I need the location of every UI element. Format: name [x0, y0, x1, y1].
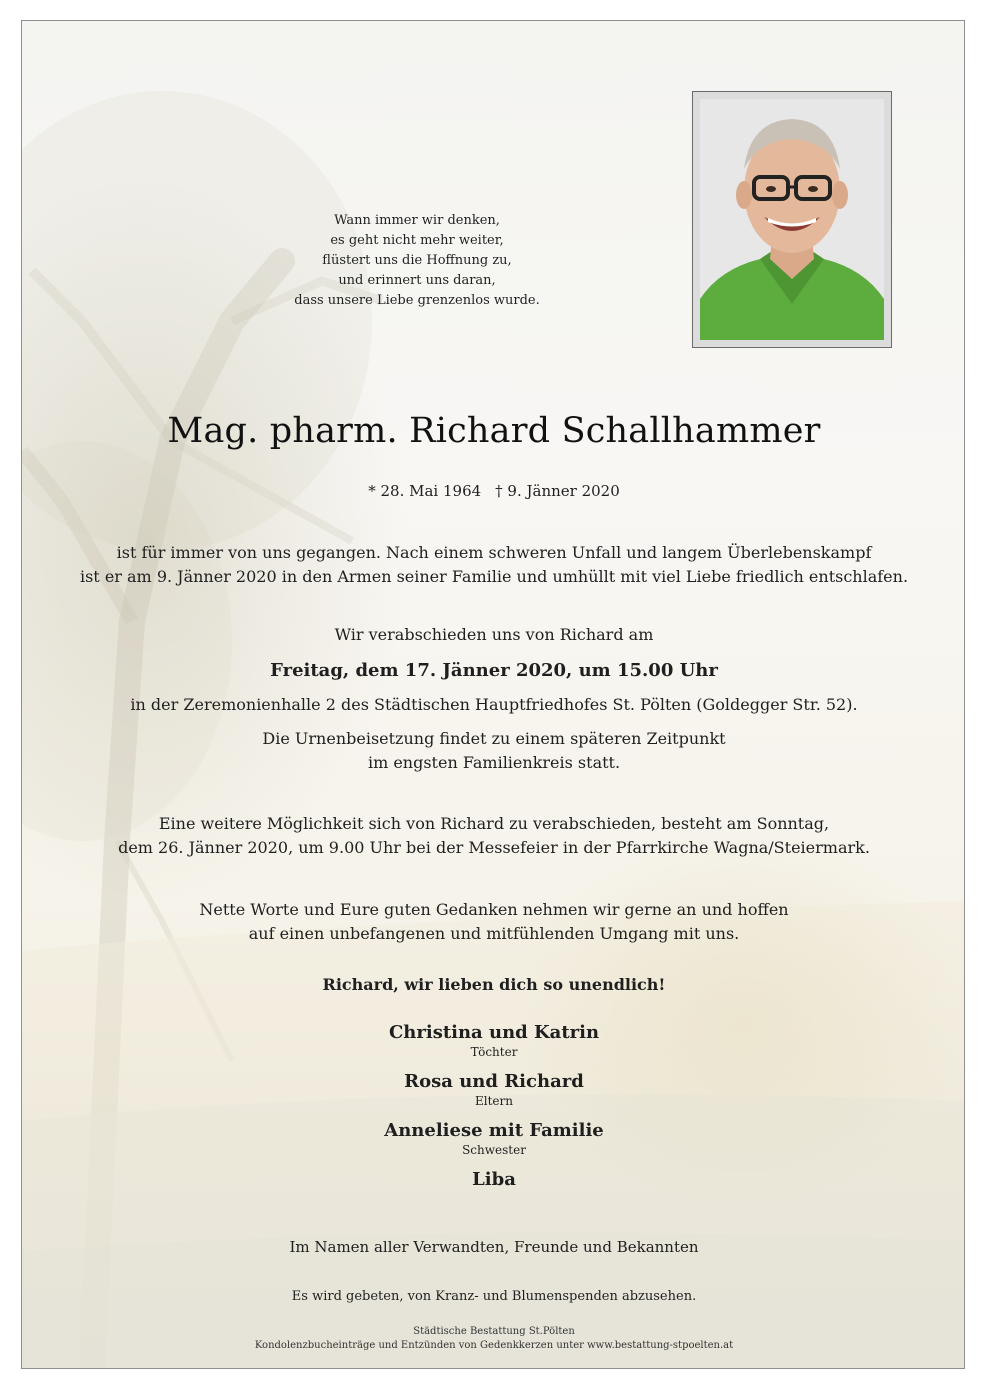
- closing-line: Im Namen aller Verwandten, Freunde und Bekannten: [289, 1238, 699, 1256]
- mourner-entry: [22, 1070, 965, 1108]
- second-farewell-note: [22, 812, 965, 860]
- kind-words-note: [22, 898, 965, 946]
- memorial-verse: [272, 211, 562, 311]
- verse-line: Wann immer wir denken,: [334, 213, 500, 228]
- second-farewell-line: Eine weitere Möglichkeit sich von Richard zu verabschieden, besteht am Sonntag,: [158, 814, 830, 833]
- portrait-photo: [700, 99, 884, 340]
- love-line: Richard, wir lieben dich so unendlich!: [322, 975, 666, 994]
- death-date: † 9. Jänner 2020: [495, 482, 620, 500]
- verse-line: dass unsere Liebe grenzenlos wurde.: [294, 293, 540, 308]
- birth-date: * 28. Mai 1964: [368, 482, 482, 500]
- mourner-name: Christina und Katrin: [388, 1022, 600, 1043]
- urn-burial-note: [22, 727, 965, 775]
- flowers-note: Es wird gebeten, von Kranz- und Blumenspenden abzusehen.: [291, 1289, 697, 1304]
- verse-line: und erinnert uns daran,: [338, 273, 496, 288]
- mourner-name: Liba: [472, 1169, 516, 1190]
- urn-line: im engsten Familienkreis statt.: [367, 753, 621, 772]
- mourner-entry: [22, 1021, 965, 1059]
- announcement-line: ist er am 9. Jänner 2020 in den Armen seiner Familie und umhüllt mit viel Liebe friedlich entschlafen.: [79, 567, 909, 586]
- farewell-intro: Wir verabschieden uns von Richard am: [334, 625, 654, 644]
- verse-line: flüstert uns die Hoffnung zu,: [322, 253, 512, 268]
- mourner-relation: Töchter: [470, 1045, 518, 1059]
- second-farewell-line: dem 26. Jänner 2020, um 9.00 Uhr bei der Messefeier in der Pfarrkirche Wagna/Steiermark.: [118, 838, 870, 857]
- mourner-relation: Schwester: [462, 1143, 526, 1157]
- farewell-place: in der Zeremonienhalle 2 des Städtischen Hauptfriedhofes St. Pölten (Goldegger Str. 52).: [130, 695, 858, 714]
- mourners-list: [22, 1021, 965, 1203]
- life-dates: [22, 482, 965, 500]
- farewell-date: Freitag, dem 17. Jänner 2020, um 15.00 Uhr: [270, 660, 718, 681]
- mourner-entry: [22, 1168, 965, 1192]
- mourner-name: Anneliese mit Familie: [384, 1120, 604, 1141]
- footer: [22, 1325, 965, 1353]
- mourner-relation: Eltern: [475, 1094, 513, 1108]
- mourner-entry: [22, 1119, 965, 1157]
- mourner-name: Rosa und Richard: [404, 1071, 584, 1092]
- verse-line: es geht nicht mehr weiter,: [330, 233, 504, 248]
- kind-words-line: auf einen unbefangenen und mitfühlenden Umgang mit uns.: [248, 924, 740, 943]
- portrait-photo-frame: [692, 91, 892, 348]
- announcement-line: ist für immer von uns gegangen. Nach einem schweren Unfall und langem Überlebenskampf: [116, 543, 872, 562]
- kind-words-line: Nette Worte und Eure guten Gedanken nehmen wir gerne an und hoffen: [199, 900, 789, 919]
- funeral-company: Städtische Bestattung St.Pölten: [413, 1326, 575, 1337]
- obituary-page: [21, 20, 965, 1369]
- deceased-name: Mag. pharm. Richard Schallhammer: [167, 411, 821, 451]
- announcement-text: [22, 541, 965, 589]
- condolence-note: Kondolenzbucheinträge und Entzünden von Gedenkkerzen unter www.bestattung-stpoelten.at: [254, 1340, 734, 1351]
- urn-line: Die Urnenbeisetzung findet zu einem späteren Zeitpunkt: [262, 729, 726, 748]
